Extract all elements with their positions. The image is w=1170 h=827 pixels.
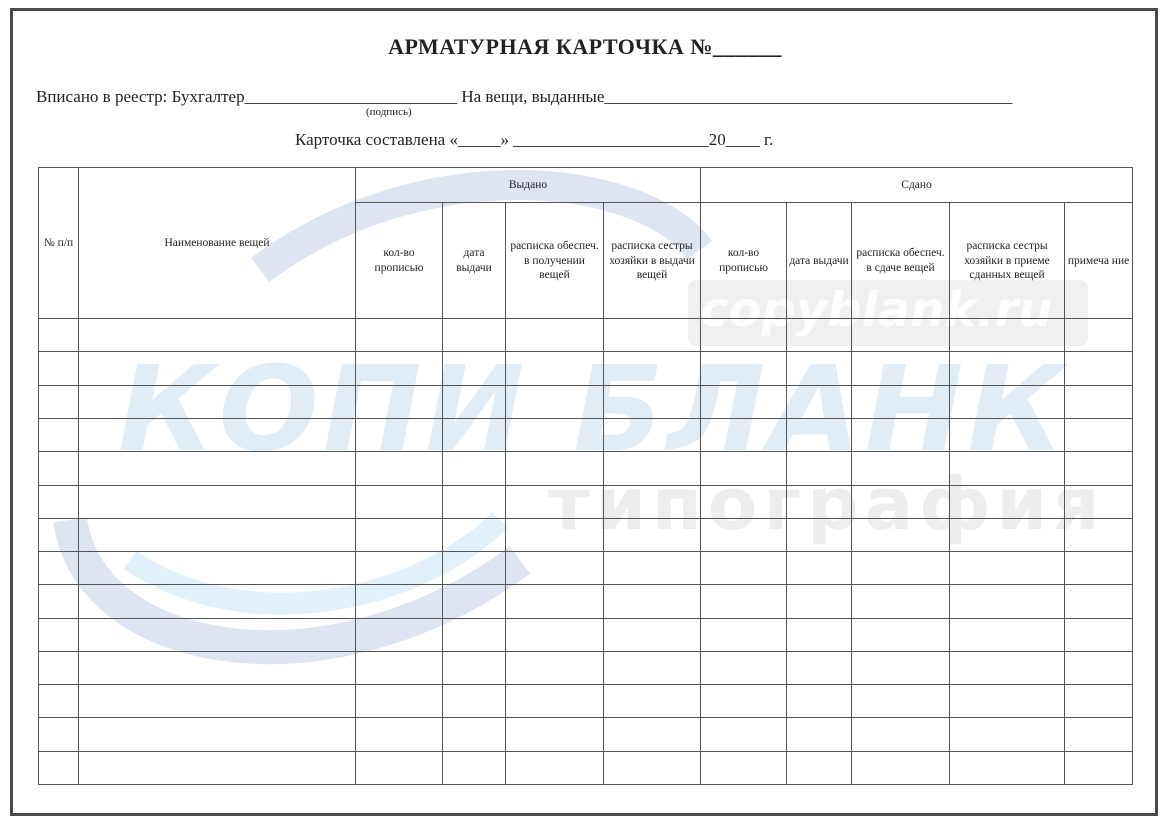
table-row (39, 518, 1133, 551)
signature-note: (подпись) (366, 106, 412, 118)
table-body (39, 319, 1133, 785)
table-cell[interactable] (506, 651, 604, 684)
table-cell[interactable] (443, 485, 506, 518)
table-cell[interactable] (787, 452, 852, 485)
table-cell[interactable] (1065, 552, 1133, 585)
table-cell[interactable] (701, 419, 787, 452)
table-cell[interactable] (604, 319, 701, 352)
table-cell[interactable] (39, 618, 79, 651)
table-cell[interactable] (852, 385, 950, 418)
table-cell[interactable] (443, 352, 506, 385)
table-cell[interactable] (701, 751, 787, 784)
table-cell[interactable] (950, 518, 1065, 551)
table-cell[interactable] (701, 651, 787, 684)
table-cell[interactable] (39, 352, 79, 385)
table-cell[interactable] (950, 452, 1065, 485)
header-returned-nurse-receipt: расписка сестры хозяйки в приеме сданных вещей (950, 203, 1065, 319)
table-row (39, 552, 1133, 585)
table-cell[interactable] (356, 485, 443, 518)
table-cell[interactable] (356, 718, 443, 751)
header-issued-date: дата выдачи (443, 203, 506, 319)
table-cell[interactable] (506, 419, 604, 452)
table-cell[interactable] (950, 552, 1065, 585)
table-cell[interactable] (506, 685, 604, 718)
table-cell[interactable] (79, 651, 356, 684)
table-cell[interactable] (506, 751, 604, 784)
table-cell[interactable] (79, 319, 356, 352)
table-cell[interactable] (356, 385, 443, 418)
table-cell[interactable] (79, 485, 356, 518)
table-cell[interactable] (950, 685, 1065, 718)
table-cell[interactable] (1065, 419, 1133, 452)
table-cell[interactable] (79, 419, 356, 452)
table-cell[interactable] (1065, 518, 1133, 551)
table-cell[interactable] (701, 485, 787, 518)
table-cell[interactable] (852, 651, 950, 684)
table-cell[interactable] (787, 385, 852, 418)
table-cell[interactable] (852, 685, 950, 718)
table-cell[interactable] (443, 685, 506, 718)
table-cell[interactable] (787, 685, 852, 718)
table-cell[interactable] (443, 585, 506, 618)
table-cell[interactable] (852, 718, 950, 751)
table-cell[interactable] (604, 385, 701, 418)
table-cell[interactable] (701, 585, 787, 618)
table-cell[interactable] (1065, 718, 1133, 751)
table-row (39, 585, 1133, 618)
table-cell[interactable] (39, 685, 79, 718)
table-cell[interactable] (787, 751, 852, 784)
table-cell[interactable] (39, 419, 79, 452)
table-row (39, 718, 1133, 751)
table-cell[interactable] (506, 352, 604, 385)
header-number: № п/п (39, 168, 79, 319)
table-cell[interactable] (443, 651, 506, 684)
table-cell[interactable] (356, 452, 443, 485)
table-cell[interactable] (604, 419, 701, 452)
table-cell[interactable] (701, 685, 787, 718)
table-cell[interactable] (39, 585, 79, 618)
table-row (39, 419, 1133, 452)
table-cell[interactable] (79, 585, 356, 618)
table-cell[interactable] (604, 552, 701, 585)
table-row (39, 319, 1133, 352)
table-cell[interactable] (787, 718, 852, 751)
table-cell[interactable] (506, 319, 604, 352)
table-cell[interactable] (443, 751, 506, 784)
table-cell[interactable] (79, 618, 356, 651)
table-cell[interactable] (701, 518, 787, 551)
table-cell[interactable] (604, 751, 701, 784)
table-cell[interactable] (852, 485, 950, 518)
table-cell[interactable] (604, 718, 701, 751)
table-cell[interactable] (852, 751, 950, 784)
table-cell[interactable] (1065, 751, 1133, 784)
table-cell[interactable] (39, 718, 79, 751)
table-cell[interactable] (787, 618, 852, 651)
table-cell[interactable] (950, 485, 1065, 518)
table-cell[interactable] (950, 352, 1065, 385)
document-title: АРМАТУРНАЯ КАРТОЧКА №______ (388, 34, 782, 59)
table-cell[interactable] (950, 585, 1065, 618)
table-cell[interactable] (604, 452, 701, 485)
table-cell[interactable] (604, 585, 701, 618)
table-cell[interactable] (1065, 485, 1133, 518)
header-returned: Сдано (701, 168, 1133, 203)
table-cell[interactable] (1065, 585, 1133, 618)
table-cell[interactable] (79, 452, 356, 485)
table-cell[interactable] (39, 651, 79, 684)
table-cell[interactable] (506, 718, 604, 751)
table-cell[interactable] (950, 385, 1065, 418)
table-cell[interactable] (79, 385, 356, 418)
table-cell[interactable] (39, 319, 79, 352)
header-issued-qty: кол-во прописью (356, 203, 443, 319)
table-cell[interactable] (604, 618, 701, 651)
table-cell[interactable] (787, 552, 852, 585)
table-cell[interactable] (787, 319, 852, 352)
header-item-name: Наименование вещей (79, 168, 356, 319)
table-cell[interactable] (701, 319, 787, 352)
table-cell[interactable] (701, 385, 787, 418)
table-cell[interactable] (39, 518, 79, 551)
table-cell[interactable] (506, 385, 604, 418)
table-cell[interactable] (39, 385, 79, 418)
inventory-table (38, 167, 1133, 785)
table-cell[interactable] (443, 518, 506, 551)
table-cell[interactable] (950, 718, 1065, 751)
watermark-brand: КОПИ БЛАНК (118, 340, 1068, 478)
table-cell[interactable] (787, 352, 852, 385)
table-cell[interactable] (787, 518, 852, 551)
header-notes: примеча ние (1065, 203, 1133, 319)
table-cell[interactable] (950, 319, 1065, 352)
table-cell[interactable] (506, 618, 604, 651)
table-cell[interactable] (356, 419, 443, 452)
table-cell[interactable] (506, 552, 604, 585)
table-cell[interactable] (356, 585, 443, 618)
table-cell[interactable] (39, 452, 79, 485)
table-cell[interactable] (79, 352, 356, 385)
table-cell[interactable] (443, 552, 506, 585)
header-returned-qty: кол-во прописью (701, 203, 787, 319)
table-cell[interactable] (356, 651, 443, 684)
header-issued-nurse-receipt: расписка сестры хозяйки в выдачи вещей (604, 203, 701, 319)
table-cell[interactable] (79, 685, 356, 718)
table-cell[interactable] (443, 718, 506, 751)
table-cell[interactable] (852, 352, 950, 385)
watermark-site: copyblank.ru (700, 282, 1053, 338)
table-cell[interactable] (604, 518, 701, 551)
table-cell[interactable] (356, 618, 443, 651)
table-cell[interactable] (39, 751, 79, 784)
table-row (39, 352, 1133, 385)
table-row (39, 485, 1133, 518)
watermark-subtitle: типография (548, 462, 1106, 546)
table-cell[interactable] (852, 585, 950, 618)
table-cell[interactable] (79, 718, 356, 751)
table-row (39, 385, 1133, 418)
table-cell[interactable] (701, 618, 787, 651)
table-row (39, 751, 1133, 784)
header-returned-receipt: расписка обеспеч. в сдаче вещей (852, 203, 950, 319)
table-cell[interactable] (443, 319, 506, 352)
table-cell[interactable] (79, 552, 356, 585)
table-cell[interactable] (443, 618, 506, 651)
table-cell[interactable] (79, 751, 356, 784)
table-cell[interactable] (950, 419, 1065, 452)
table-row (39, 618, 1133, 651)
table-row (39, 651, 1133, 684)
table-cell[interactable] (950, 618, 1065, 651)
table-cell[interactable] (852, 419, 950, 452)
table-cell[interactable] (787, 585, 852, 618)
table-cell[interactable] (787, 419, 852, 452)
table-cell[interactable] (852, 452, 950, 485)
date-line: Карточка составлена «_____» _______________________20____ г. (295, 130, 774, 149)
table-cell[interactable] (604, 651, 701, 684)
table-cell[interactable] (1065, 685, 1133, 718)
table-cell[interactable] (39, 485, 79, 518)
table-cell[interactable] (787, 485, 852, 518)
table-cell[interactable] (1065, 319, 1133, 352)
table-cell[interactable] (506, 452, 604, 485)
table-cell[interactable] (852, 618, 950, 651)
table-cell[interactable] (852, 552, 950, 585)
table-cell[interactable] (443, 452, 506, 485)
table-cell[interactable] (356, 518, 443, 551)
table-cell[interactable] (701, 552, 787, 585)
table-cell[interactable] (1065, 618, 1133, 651)
table-row (39, 452, 1133, 485)
table-cell[interactable] (356, 751, 443, 784)
table-cell[interactable] (356, 685, 443, 718)
table-cell[interactable] (604, 485, 701, 518)
table-cell[interactable] (852, 518, 950, 551)
table-cell[interactable] (506, 518, 604, 551)
table-row (39, 685, 1133, 718)
table-cell[interactable] (443, 385, 506, 418)
table-cell[interactable] (356, 352, 443, 385)
table-cell[interactable] (604, 685, 701, 718)
table-cell[interactable] (701, 452, 787, 485)
table-cell[interactable] (604, 352, 701, 385)
table-cell[interactable] (356, 319, 443, 352)
table-cell[interactable] (950, 751, 1065, 784)
table-cell[interactable] (1065, 452, 1133, 485)
table-cell[interactable] (1065, 385, 1133, 418)
table-cell[interactable] (950, 651, 1065, 684)
table-cell[interactable] (79, 518, 356, 551)
table-cell[interactable] (506, 485, 604, 518)
header-returned-date: дата выдачи (787, 203, 852, 319)
table-cell[interactable] (356, 552, 443, 585)
header-issued: Выдано (356, 168, 701, 203)
table-cell[interactable] (1065, 651, 1133, 684)
table-cell[interactable] (39, 552, 79, 585)
table-cell[interactable] (506, 585, 604, 618)
table-cell[interactable] (701, 352, 787, 385)
table-cell[interactable] (1065, 352, 1133, 385)
header-issued-receipt: расписка обеспеч. в получении вещей (506, 203, 604, 319)
table-cell[interactable] (701, 718, 787, 751)
table-cell[interactable] (443, 419, 506, 452)
registry-line: Вписано в реестр: Бухгалтер_________________________ На вещи, выданные________________________________________________ (36, 87, 1013, 106)
table-cell[interactable] (787, 651, 852, 684)
table-cell[interactable] (852, 319, 950, 352)
